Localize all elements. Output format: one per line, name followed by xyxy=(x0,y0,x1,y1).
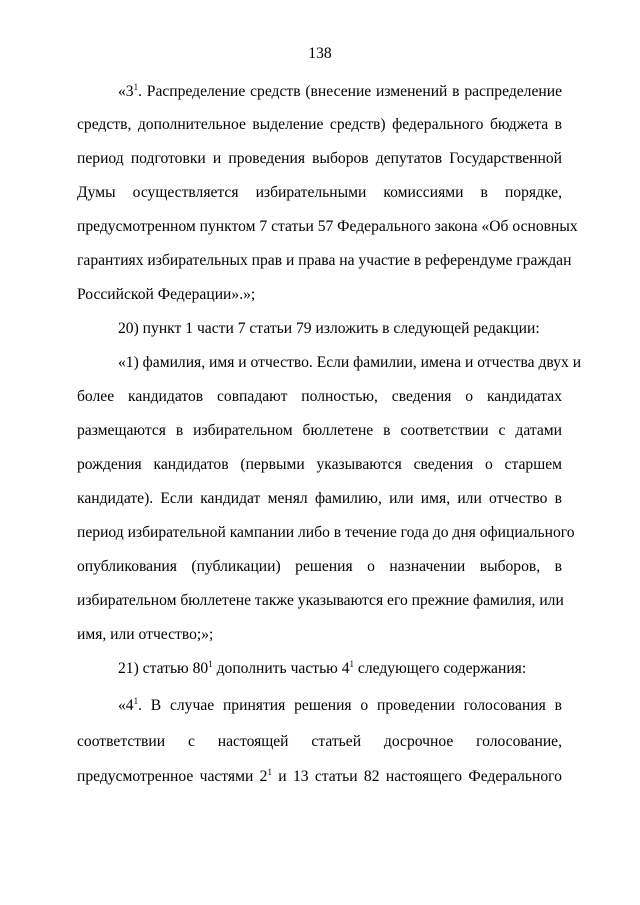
paragraph-line: 20) пункт 1 части 7 статьи 79 изложить в следующей редакции: xyxy=(118,320,540,337)
paragraph-line: Российской Федерации».»; xyxy=(77,286,256,303)
paragraph-line: гарантиях избирательных прав и права на участие в референдуме граждан xyxy=(77,252,572,269)
paragraph-line: кандидате). Если кандидат менял фамилию, или имя, или отчество в xyxy=(77,490,562,507)
paragraph-line: период подготовки и проведения выборов депутатов Государственной xyxy=(77,150,562,167)
paragraph-line: средств, дополнительное выделение средств) федерального бюджета в xyxy=(77,116,562,133)
paragraph-line: «1) фамилия, имя и отчество. Если фамилии, имена и отчества двух и xyxy=(118,354,582,371)
paragraph-line: рождения кандидатов (первыми указываются сведения о старшем xyxy=(77,456,562,473)
paragraph-line: предусмотренном пунктом 7 статьи 57 Федерального закона «Об основных xyxy=(77,218,578,235)
paragraph-line: «$4^1$. В случае принятия решения о проведении голосования в xyxy=(118,696,562,714)
paragraph-line: имя, или отчество;»; xyxy=(77,626,214,643)
paragraph-line: «$3^1$. Распределение средств (внесение изменений в распределение xyxy=(118,82,562,100)
paragraph-line: более кандидатов совпадают полностью, сведения о кандидатах xyxy=(77,388,562,405)
paragraph-line: Думы осуществляется избирательными комиссиями в порядке, xyxy=(77,184,562,201)
paragraph-line: соответствии с настоящей статьей досрочное голосование, xyxy=(77,733,562,750)
paragraph-line: избирательном бюллетене также указываются его прежние фамилия, или xyxy=(77,592,564,609)
paragraph-line: 21) статью $80^1$ дополнить частью $4^1$ следующего содержания: xyxy=(118,659,527,677)
paragraph-line: период избирательной кампании либо в течение года до дня официального xyxy=(77,524,575,541)
page-number: 138 xyxy=(308,45,332,62)
paragraph-line: размещаются в избирательном бюллетене в соответствии с датами xyxy=(77,422,562,439)
paragraph-line: предусмотренное частями $2^1$ и 13 статьи 82 настоящего Федерального xyxy=(77,767,562,785)
paragraph-line: опубликования (публикации) решения о назначении выборов, в xyxy=(77,558,562,575)
